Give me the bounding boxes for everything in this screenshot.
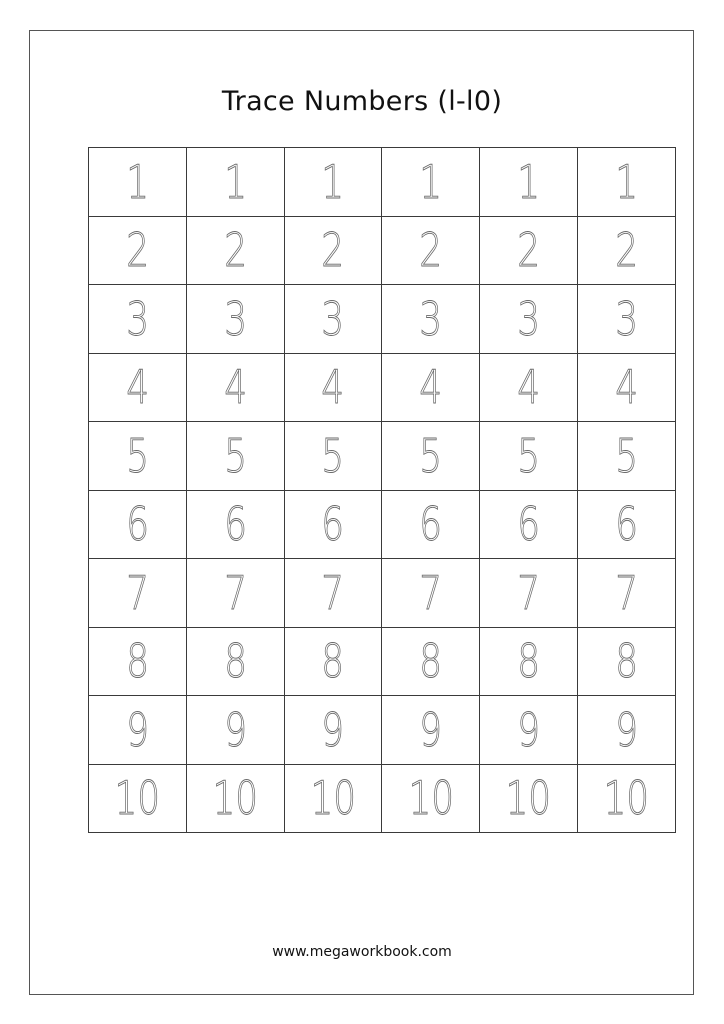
trace-digit: 1 xyxy=(223,154,247,209)
grid-row-3 xyxy=(89,285,676,354)
grid-cell xyxy=(186,353,284,422)
grid-cell xyxy=(382,764,480,833)
trace-digit: 3 xyxy=(125,291,149,346)
trace-digit: 6 xyxy=(614,497,638,552)
grid-cell xyxy=(284,627,382,696)
grid-cell xyxy=(186,422,284,491)
trace-digit: 8 xyxy=(614,634,638,689)
trace-digit: 9 xyxy=(614,702,638,757)
worksheet-title: Trace Numbers (l-l0) xyxy=(221,86,503,117)
grid-cell xyxy=(186,559,284,628)
grid-cell xyxy=(284,490,382,559)
grid-cell xyxy=(89,490,187,559)
grid-cell xyxy=(382,559,480,628)
grid-cell xyxy=(284,216,382,285)
tracing-grid-body xyxy=(89,148,676,833)
grid-cell xyxy=(480,764,578,833)
grid-cell xyxy=(186,627,284,696)
trace-digit: 8 xyxy=(125,634,149,689)
grid-row-4 xyxy=(89,353,676,422)
trace-digit: 3 xyxy=(419,291,443,346)
grid-cell xyxy=(382,148,480,217)
grid-cell xyxy=(89,696,187,765)
trace-digit: 9 xyxy=(321,702,345,757)
grid-row-1 xyxy=(89,148,676,217)
grid-cell xyxy=(186,285,284,354)
grid-cell xyxy=(186,490,284,559)
grid-cell xyxy=(382,353,480,422)
grid-row-6 xyxy=(89,490,676,559)
trace-digit: 2 xyxy=(517,223,540,278)
trace-digit: 10 xyxy=(212,771,259,826)
grid-cell xyxy=(382,696,480,765)
grid-cell xyxy=(577,353,675,422)
grid-cell xyxy=(284,559,382,628)
grid-cell xyxy=(284,148,382,217)
grid-cell xyxy=(284,285,382,354)
grid-cell xyxy=(577,422,675,491)
trace-digit: 9 xyxy=(419,702,443,757)
trace-digit: 1 xyxy=(321,154,345,209)
grid-cell xyxy=(577,216,675,285)
grid-cell xyxy=(382,627,480,696)
trace-digit: 3 xyxy=(517,291,540,346)
trace-digit: 4 xyxy=(321,360,345,415)
footer-url: www.megaworkbook.com xyxy=(272,944,452,960)
trace-digit: 7 xyxy=(223,565,247,620)
trace-digit: 10 xyxy=(310,771,356,826)
trace-digit: 8 xyxy=(321,634,345,689)
trace-digit: 1 xyxy=(517,154,540,209)
trace-digit: 10 xyxy=(114,771,161,826)
grid-cell xyxy=(284,422,382,491)
grid-cell xyxy=(186,696,284,765)
grid-cell xyxy=(382,285,480,354)
grid-cell xyxy=(480,216,578,285)
trace-digit: 1 xyxy=(125,154,149,209)
trace-digit: 7 xyxy=(125,565,149,620)
grid-cell xyxy=(480,490,578,559)
grid-cell xyxy=(382,422,480,491)
trace-digit: 6 xyxy=(517,497,540,552)
grid-cell xyxy=(480,696,578,765)
trace-digit: 6 xyxy=(223,497,247,552)
trace-digit: 3 xyxy=(614,291,638,346)
trace-digit: 6 xyxy=(125,497,149,552)
trace-digit: 9 xyxy=(125,702,149,757)
grid-cell xyxy=(89,422,187,491)
trace-digit: 5 xyxy=(223,428,247,483)
trace-digit: 5 xyxy=(125,428,149,483)
grid-cell xyxy=(480,422,578,491)
trace-digit: 4 xyxy=(125,360,149,415)
trace-digit: 2 xyxy=(223,223,247,278)
trace-digit: 5 xyxy=(614,428,638,483)
trace-digit: 10 xyxy=(603,771,650,826)
trace-digit: 10 xyxy=(505,771,552,826)
trace-digit: 5 xyxy=(419,428,443,483)
trace-digit: 2 xyxy=(321,223,345,278)
trace-digit: 4 xyxy=(419,360,443,415)
grid-cell xyxy=(186,764,284,833)
grid-cell xyxy=(284,696,382,765)
trace-digit: 1 xyxy=(614,154,638,209)
trace-digit: 1 xyxy=(419,154,443,209)
grid-row-7 xyxy=(89,559,676,628)
trace-digit: 8 xyxy=(223,634,247,689)
grid-cell xyxy=(480,627,578,696)
grid-cell xyxy=(577,490,675,559)
trace-digit: 2 xyxy=(419,223,443,278)
grid-row-9 xyxy=(89,696,676,765)
trace-digit: 7 xyxy=(321,565,345,620)
trace-digit: 6 xyxy=(419,497,443,552)
trace-digit: 7 xyxy=(517,565,540,620)
trace-digit: 2 xyxy=(614,223,638,278)
grid-row-10 xyxy=(89,764,676,833)
grid-cell xyxy=(89,148,187,217)
trace-digit: 8 xyxy=(419,634,443,689)
trace-digit: 5 xyxy=(517,428,540,483)
grid-cell xyxy=(480,353,578,422)
grid-cell xyxy=(577,764,675,833)
grid-cell xyxy=(186,148,284,217)
grid-cell xyxy=(480,148,578,217)
grid-cell xyxy=(577,148,675,217)
trace-digit: 3 xyxy=(223,291,247,346)
grid-cell xyxy=(89,216,187,285)
grid-cell xyxy=(284,353,382,422)
grid-cell xyxy=(89,353,187,422)
grid-cell xyxy=(284,764,382,833)
grid-cell xyxy=(89,627,187,696)
trace-digit: 7 xyxy=(614,565,638,620)
trace-digit: 4 xyxy=(614,360,638,415)
trace-digit: 2 xyxy=(125,223,149,278)
grid-cell xyxy=(89,764,187,833)
grid-cell xyxy=(382,490,480,559)
trace-digit: 5 xyxy=(321,428,345,483)
trace-digit: 8 xyxy=(517,634,540,689)
grid-cell xyxy=(480,285,578,354)
grid-cell xyxy=(577,627,675,696)
trace-digit: 7 xyxy=(419,565,443,620)
trace-digit: 10 xyxy=(407,771,454,826)
trace-digit: 9 xyxy=(517,702,540,757)
grid-cell xyxy=(577,285,675,354)
trace-digit: 3 xyxy=(321,291,345,346)
tracing-grid xyxy=(88,147,676,833)
grid-cell xyxy=(89,559,187,628)
trace-digit: 9 xyxy=(223,702,247,757)
grid-cell xyxy=(480,559,578,628)
grid-row-2 xyxy=(89,216,676,285)
trace-digit: 6 xyxy=(321,497,345,552)
trace-digit: 4 xyxy=(517,360,540,415)
grid-cell xyxy=(577,559,675,628)
grid-row-5 xyxy=(89,422,676,491)
grid-cell xyxy=(89,285,187,354)
grid-cell xyxy=(577,696,675,765)
grid-cell xyxy=(382,216,480,285)
grid-row-8 xyxy=(89,627,676,696)
grid-cell xyxy=(186,216,284,285)
trace-digit: 4 xyxy=(223,360,247,415)
